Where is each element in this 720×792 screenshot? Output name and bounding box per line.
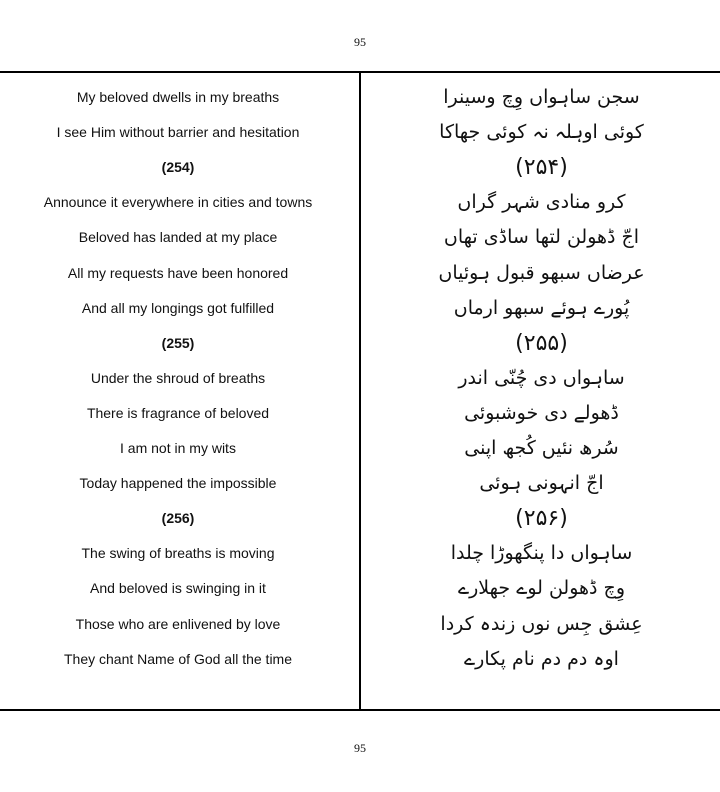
english-verse-line: There is fragrance of beloved — [86, 405, 270, 421]
english-verse-line: Today happened the impossible — [79, 475, 277, 491]
urdu-verse-line: عرضاں سبھو قبول ہوئیاں — [438, 262, 645, 284]
urdu-verse-line: اوہ دم دم نام پکارے — [464, 648, 619, 670]
english-verse-line: Beloved has landed at my place — [78, 229, 278, 245]
urdu-verse-line: ڈھولے دی خوشبوئی — [464, 402, 619, 424]
english-verse-line: My beloved dwells in my breaths — [76, 89, 280, 105]
page-number-bottom: 95 — [354, 741, 366, 755]
urdu-verse-line: اجّ ڈھولن لتھا ساڈی تھاں — [443, 226, 640, 248]
urdu-verse-line: کوئی اوہلہ نہ کوئی جھاکا — [439, 121, 644, 143]
bottom-rule — [0, 709, 720, 711]
page-number-top: 95 — [354, 35, 366, 49]
english-verse-number: (255) — [161, 335, 195, 351]
urdu-verse-line: کرو منادی شہر گراں — [457, 191, 626, 213]
urdu-verse-line: اجّ انہونی ہوئی — [479, 472, 604, 494]
english-verse-number: (254) — [161, 159, 195, 175]
english-verse-line: I see Him without barrier and hesitation — [56, 124, 300, 140]
column-divider — [359, 72, 361, 710]
urdu-verse-line: پُورے ہوئے سبھو ارماں — [453, 297, 630, 319]
urdu-verse-number: (۲۵۴) — [515, 155, 568, 180]
english-verse-line: The swing of breaths is moving — [81, 545, 275, 561]
urdu-verse-line: عِشق جِس نوں زندہ کردا — [440, 613, 643, 635]
english-verse-line: Announce it everywhere in cities and towns — [43, 194, 313, 210]
urdu-verse-line: ساہواں دی چُنّی اندر — [458, 367, 625, 389]
english-verse-line: Those who are enlivened by love — [75, 616, 281, 632]
english-verse-line: And beloved is swinging in it — [90, 580, 266, 596]
english-verse-line: All my requests have been honored — [67, 265, 289, 281]
urdu-verse-line: وِچ ڈھولن لوے جھلارے — [458, 577, 625, 599]
english-verse-line: Under the shroud of breaths — [90, 370, 266, 386]
urdu-verse-line: ساہواں دا پنگھوڑا چلدا — [450, 542, 633, 564]
urdu-verse-line: سجن ساہواں وِچ وسینرا — [443, 86, 640, 108]
english-verse-line: They chant Name of God all the time — [64, 651, 292, 667]
english-verse-line: And all my longings got fulfilled — [81, 300, 275, 316]
english-verse-number: (256) — [161, 510, 195, 526]
urdu-verse-number: (۲۵۶) — [515, 506, 568, 531]
urdu-verse-line: سُرھ نئیں کُجھ اپنی — [464, 437, 619, 459]
english-verse-line: I am not in my wits — [120, 440, 236, 456]
urdu-verse-number: (۲۵۵) — [515, 331, 568, 356]
